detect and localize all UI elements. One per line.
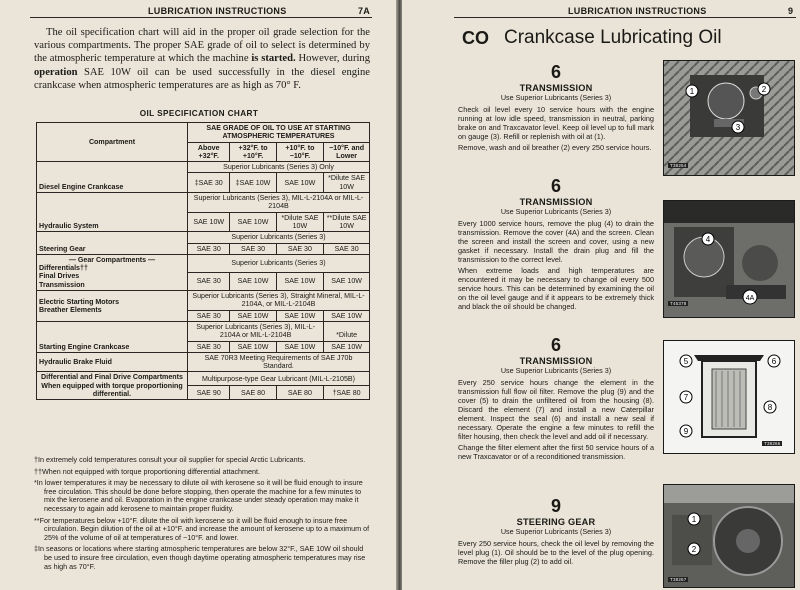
callout [680,391,692,403]
grade-cell: SAE 10W [230,212,276,232]
page-title: Crankcase Lubricating Oil [504,27,722,48]
svg-text:8: 8 [767,403,773,412]
section-body [458,539,654,566]
paragraph: Every 250 service hours change the element in the transmission full flow oil filter. Remove the plug (9) and the cover (5) to drain the unfiltered oil from the housing (8). Discard the element (7) and install a new Caterpillar element. Inspect the seal (6) and install a new seal if necessary. Operate the engine a few minutes to refill the filter housing, then check the level and add oil if necessary. [458,378,654,441]
callout [688,513,700,525]
section-transmission-2 [458,176,654,313]
photo-label: T38266 [764,441,781,446]
grade-cell: SAE 10W [276,272,324,290]
section-subtitle: Use Superior Lubricants (Series 3) [500,93,612,102]
section-subtitle: Use Superior Lubricants (Series 3) [500,527,612,536]
callout [758,83,770,95]
section-number: 9 [550,496,561,516]
paragraph: Every 1000 service hours, remove the plug (4) to drain the transmission. Remove the cover (4A) and the screen. Clean the screen and install the screen and cover, using a new gasket if necessary. Install the drain plug and fill the transmission to the correct level. [458,219,654,264]
photo-steering-gear [663,484,795,588]
spec-cell: Superior Lubricants (Series 3) [188,254,370,272]
compartment-gear [37,254,188,290]
svg-text:2: 2 [691,545,697,554]
section-subtitle: Use Superior Lubricants (Series 3) [500,366,612,375]
photo-label: T38264 [670,163,687,168]
gear-final: Final Drives [39,272,80,281]
callout [680,355,692,367]
footnotes [34,456,372,574]
spec-cell: Superior Lubricants (Series 3), Straight Mineral, MIL-L-2104A, or MIL-L-2104B [188,291,370,311]
callout [743,290,757,304]
callout [768,355,780,367]
grade-cell: SAE 10W [324,341,370,352]
section-title: TRANSMISSION [519,83,593,93]
grade-cell: ‡SAE 10W [230,173,276,193]
grade-cell: †SAE 80 [324,386,370,400]
paragraph: When extreme loads and high temperatures are encountered it may be necessary to change oil every 500 service hours. This can be determined by examining the oil on the oil level gauge and if it appears to be extremely thick and black the oil should be changed. [458,266,654,311]
oil-specification-table [36,122,370,400]
diff-final-name2: When equipped with torque proportioning differential. [41,381,183,399]
footnote: †In extremely cold temperatures consult your oil supplier for special Arctic Lubricants. [34,455,306,464]
photo-image [664,341,794,453]
svg-text:2: 2 [761,85,767,94]
grade-cell: SAE 10W [276,173,324,193]
compartment-header: Compartment [37,123,188,162]
section-subtitle: Use Superior Lubricants (Series 3) [500,207,612,216]
section-title: TRANSMISSION [519,197,593,207]
grade-cell: ‡SAE 30 [188,173,230,193]
svg-text:1: 1 [691,515,697,524]
callout [732,121,744,133]
diff-final-name1: Differential and Final Drive Compartments [41,373,183,382]
spec-cell: Multipurpose-type Gear Lubricant (MIL-L-2105B) [188,372,370,386]
grade-cell: SAE 10W [276,341,324,352]
gear-diff: Differentials†† [39,264,88,273]
temp-header: +32°F. to +10°F. [230,142,276,162]
callout [688,543,700,555]
footnote: ‡In seasons or locations where starting atmospheric temperatures are below 32°F., SAE 10W oil should be used to insure free circulation, even though daytime operating atmospheric temperatures may rise as high as 70°F. [34,544,366,571]
grade-cell: SAE 90 [188,386,230,400]
grade-cell: SAE 30 [188,341,230,352]
electric-name1: Electric Starting Motors [39,297,120,306]
photo-image [664,201,794,317]
compartment-steering: Steering Gear [37,232,188,255]
section-title: TRANSMISSION [519,356,593,366]
electric-name2: Breather Elements [39,305,102,314]
dilute-cell: *Dilute [324,321,370,341]
intro-paragraph: The oil specification chart will aid in the proper oil grade selection for the various compartments. The proper SAE grade of oil to select is determined by the atmospheric temperature at which the machine is started. However, during operation SAE 10W oil can be used successfully in the diesel engine crankcase when atmospheric temperatures are as high as 70° F. [34,27,371,91]
co-label: CO [462,28,489,48]
section-transmission-3 [458,335,654,463]
grade-cell: SAE 30 [188,272,230,290]
spec-cell: Superior Lubricants (Series 3) Only [188,162,370,173]
grade-cell: **Dilute SAE 10W [324,212,370,232]
grade-cell: SAE 10W [230,272,276,290]
section-steering-gear [458,496,654,568]
spec-cell: Superior Lubricants (Series 3), MIL-L-2104A or MIL-L-2104B [188,193,370,213]
grade-cell: SAE 10W [276,310,324,321]
photo-transmission-drain [663,200,795,318]
section-title: STEERING GEAR [516,517,596,527]
grade-cell: SAE 10W [230,341,276,352]
section-body [458,219,654,311]
svg-text:1: 1 [689,87,695,96]
left-page-number: 7A [358,6,371,16]
section-number: 6 [550,176,561,196]
svg-text:5: 5 [683,357,689,366]
photo-transmission-level [663,60,795,176]
grade-cell: SAE 10W [324,310,370,321]
compartment-diesel: Diesel Engine Crankcase [37,162,188,193]
temp-header: +10°F. to −10°F. [276,142,324,162]
grade-cell: *Dilute SAE 10W [276,212,324,232]
paragraph: Remove, wash and oil breather (2) every 250 service hours. [458,143,652,152]
header-rule [30,17,372,18]
svg-text:7: 7 [683,393,689,402]
section-number: 6 [550,62,561,82]
chart-title: OIL SPECIFICATION CHART [139,109,259,118]
grade-cell: SAE 30 [188,310,230,321]
photo-transmission-filter [663,340,795,454]
grade-cell: SAE 30 [230,243,276,254]
photo-image [664,485,794,587]
section-transmission-1 [458,62,654,154]
paragraph: Change the filter element after the first 50 service hours of a new Traxcavator or of a reconditioned transmission. [458,443,654,461]
section-body [458,105,654,152]
right-page-number: 9 [788,6,794,16]
spec-cell: SAE 70R3 Meeting Requirements of SAE J70b Standard. [188,352,370,372]
spec-cell: Superior Lubricants (Series 3) [188,232,370,243]
svg-text:3: 3 [735,123,741,132]
svg-text:4: 4 [705,235,711,244]
callout [702,233,714,245]
svg-text:9: 9 [683,427,689,436]
compartment-diff-final [37,372,188,400]
callout [686,85,698,97]
grade-cell: SAE 10W [230,310,276,321]
grade-cell: SAE 30 [188,243,230,254]
photo-label: T45378 [670,301,687,306]
grade-cell: *Dilute SAE 10W [324,173,370,193]
temp-header: −10°F. and Lower [324,142,370,162]
section-body [458,378,654,461]
header-rule [454,17,796,18]
compartment-starting-engine: Starting Engine Crankcase [37,321,188,352]
gear-trans: Transmission [39,280,85,289]
grade-cell: SAE 80 [230,386,276,400]
grade-cell: SAE 80 [276,386,324,400]
svg-text:6: 6 [771,357,777,366]
compartment-electric [37,291,188,322]
right-page-header: LUBRICATION INSTRUCTIONS [568,6,707,16]
photo-label: T38267 [670,577,687,582]
compartment-hydraulic: Hydraulic System [37,193,188,232]
photo-image [664,61,794,175]
left-page-header: LUBRICATION INSTRUCTIONS [148,6,287,16]
grade-cell: SAE 30 [276,243,324,254]
section-number: 6 [550,335,561,355]
spec-cell: Superior Lubricants (Series 3), MIL-L-2104A or MIL-L-2104B [188,321,324,341]
left-page [0,0,398,590]
svg-text:4A: 4A [745,295,755,302]
paragraph: Check oil level every 10 service hours with the engine running at low idle speed, transmission in neutral, parking brake on and Traxcavator level. Keep oil level up to full mark on gauge (3). Refill or replenish with oil at (1). [458,105,654,141]
grade-cell: SAE 10W [324,272,370,290]
footnote: ††When not equipped with torque proportioning differential attachment. [34,466,261,476]
grade-cell: SAE 10W [188,212,230,232]
gear-heading: — Gear Compartments — [68,255,156,264]
compartment-brake: Hydraulic Brake Fluid [37,352,188,372]
footnote: *In lower temperatures it may be necessary to dilute oil with kerosene so it will be fluid enough to insure free circulation. This should be done before stopping, then operate the machine for a few minutes to mix the kerosene and oil. Evaporation in the engine crankcase under steady operation may make it necessary to again add kerosene to maintain proper fluidity. [34,478,363,513]
callout [680,425,692,437]
footnote: **For temperatures below +10°F. dilute the oil with kerosene so it will be fluid enough to insure free circulation. Begin dilution of the oil at +10°F. and increase the amount of kerosene up to a maximum of 25% of the volume of oil at temperatures of −10°F. and lower. [34,515,370,542]
temperature-group-header: SAE GRADE OF OIL TO USE AT STARTING ATMOSPHERIC TEMPERATURES [188,123,370,143]
callout [764,401,776,413]
temp-header: Above +32°F. [188,142,230,162]
paragraph: Every 250 service hours, check the oil level by removing the level plug (1). Oil should be to the level of the plug opening. Remove the filler plug (2) to add oil. [458,539,654,566]
grade-cell: SAE 30 [324,243,370,254]
